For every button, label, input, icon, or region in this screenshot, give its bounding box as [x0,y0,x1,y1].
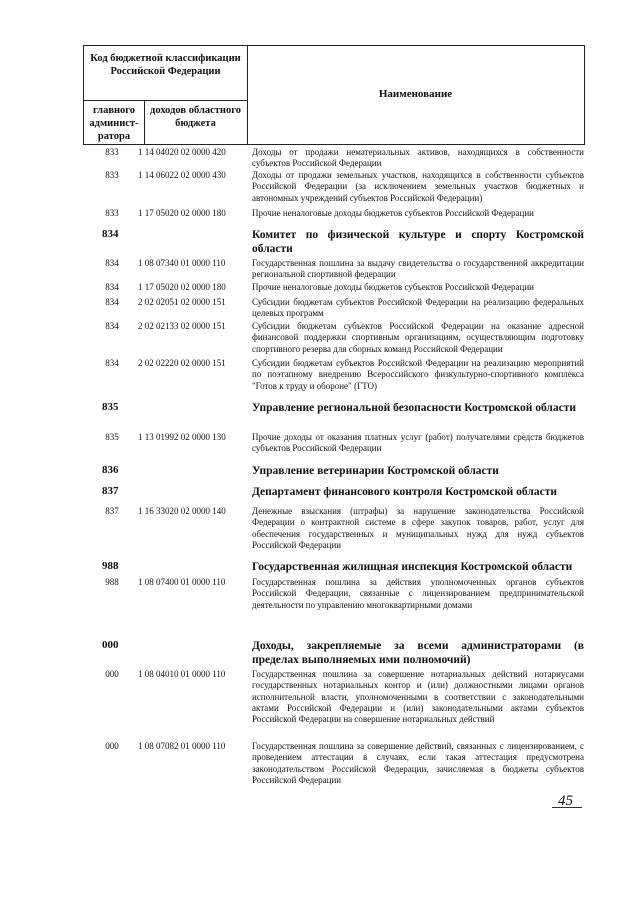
row-code: 1 08 07400 01 0000 110 [138,577,226,587]
row-admin: 000 [105,741,119,751]
header-code-title: Код бюджетной классификации Российской Федерации [90,53,241,77]
row-name: Доходы от продажи земельных участков, находящихся в собственности субъектов Российской Федерации (за исключением земельных участков бюджетных и автономных учреждений субъектов Российской Федерации) [252,170,584,203]
row-name: Государственная пошлина за совершение действий, связанных с лицензированием, с проведением аттестации в случаях, если такая аттестация предусмотрена законодательством Российской Федерации, зачисляемая в бюджеты субъектов Российской Федерации [252,741,584,785]
section-admin: 834 [102,228,119,240]
row-code: 1 08 04010 01 0000 110 [138,669,226,679]
row-admin: 833 [105,208,119,218]
row-admin: 837 [105,506,119,516]
row-admin: 835 [105,432,119,442]
section-title: Управление региональной безопасности Костромской области [252,402,577,414]
row-name: Прочие неналоговые доходы бюджетов субъектов Российской Федерации [252,208,534,218]
section-title: Управление ветеринарии Костромской области [252,465,499,477]
row-name: Субсидии бюджетам субъектов Российской Федерации на реализацию федеральных целевых программ [252,297,584,319]
row-name: Субсидии бюджетам субъектов Российской Федерации на оказание адресной финансовой поддержки спортивным организациям, осуществляющим подготовку спортивного резерва для сборных команд Российской Федерации [252,321,584,354]
section-admin: 000 [102,639,119,651]
header-main-admin: главного админист-ратора [89,105,139,142]
section-title: Департамент финансового контроля Костромской области [252,486,557,498]
row-admin: 988 [105,577,119,587]
row-admin: 834 [105,297,119,307]
row-admin: 000 [105,669,119,679]
row-name: Государственная пошлина за выдачу свидетельства о государственной аккредитации региональной спортивной федерации [252,258,584,280]
section-title: Комитет по физической культуре и спорту Костромской области [252,229,584,255]
header-incomes: доходов областного бюджета [150,105,241,129]
row-code: 1 08 07082 01 0000 110 [138,741,226,751]
row-code: 1 16 33020 02 0000 140 [138,506,226,516]
row-code: 1 17 05020 02 0000 180 [138,282,226,292]
page-number: 45 [558,793,573,809]
row-name: Государственная пошлина за действия уполномоченных органов субъектов Российской Федерации, связанные с лицензированием предпринимательской деятельности по управлению многоквартирными домами [252,577,584,610]
row-admin: 834 [105,282,119,292]
row-code: 1 08 07340 01 0000 110 [138,258,226,268]
row-name: Денежные взыскания (штрафы) за нарушение законодательства Российской Федерации о контрактной системе в сфере закупок товаров, работ, услуг для обеспечения государственных и муниципальных нужд для нужд субъектов Российской Федерации [252,506,584,550]
row-admin: 833 [105,170,119,180]
section-admin: 988 [102,560,119,572]
row-admin: 834 [105,321,119,331]
row-name: Субсидии бюджетам субъектов Российской Федерации на реализацию мероприятий по поэтапному внедрению Всероссийского физкультурно-спортивного комплекса "Готов к труду и обороне" (ГТО) [252,358,584,391]
row-code: 2 02 02051 02 0000 151 [138,297,226,307]
row-name: Доходы от продажи нематериальных активов, находящихся в собственности субъектов Российской Федерации [252,147,584,169]
header-divider [84,100,247,101]
row-code: 2 02 02220 02 0000 151 [138,358,226,368]
row-admin: 834 [105,358,119,368]
row-code: 1 14 04020 02 0000 420 [138,147,226,157]
row-admin: 834 [105,258,119,268]
section-admin: 837 [102,485,119,497]
row-name: Прочие неналоговые доходы бюджетов субъектов Российской Федерации [252,282,534,292]
section-admin: 835 [102,401,119,413]
page-number-underline [552,807,582,808]
header-name: Наименование [378,88,453,100]
section-admin: 836 [102,464,119,476]
row-code: 1 14 06022 02 0000 430 [138,170,226,180]
row-code: 2 02 02133 02 0000 151 [138,321,226,331]
row-code: 1 17 05020 02 0000 180 [138,208,226,218]
row-admin: 833 [105,147,119,157]
table-header [83,45,585,145]
row-name: Государственная пошлина за совершение нотариальных действий нотариусами государственных нотариальных контор и (или) должностными лицами органов исполнительной власти, уполномоченными в соответствии с законодательными актами Российской Федерации и (или) законодательными актами субъектов Российской Федерации на совершение нотариальных действий [252,669,584,725]
section-title: Государственная жилищная инспекция Костромской области [252,561,573,573]
row-code: 1 13 01992 02 0000 130 [138,432,226,442]
row-name: Прочие доходы от оказания платных услуг (работ) получателями средств бюджетов субъектов Российской Федерации [252,432,584,454]
section-title: Доходы, закрепляемые за всеми администраторами (в пределах выполняемых ими полномочий) [252,640,584,666]
